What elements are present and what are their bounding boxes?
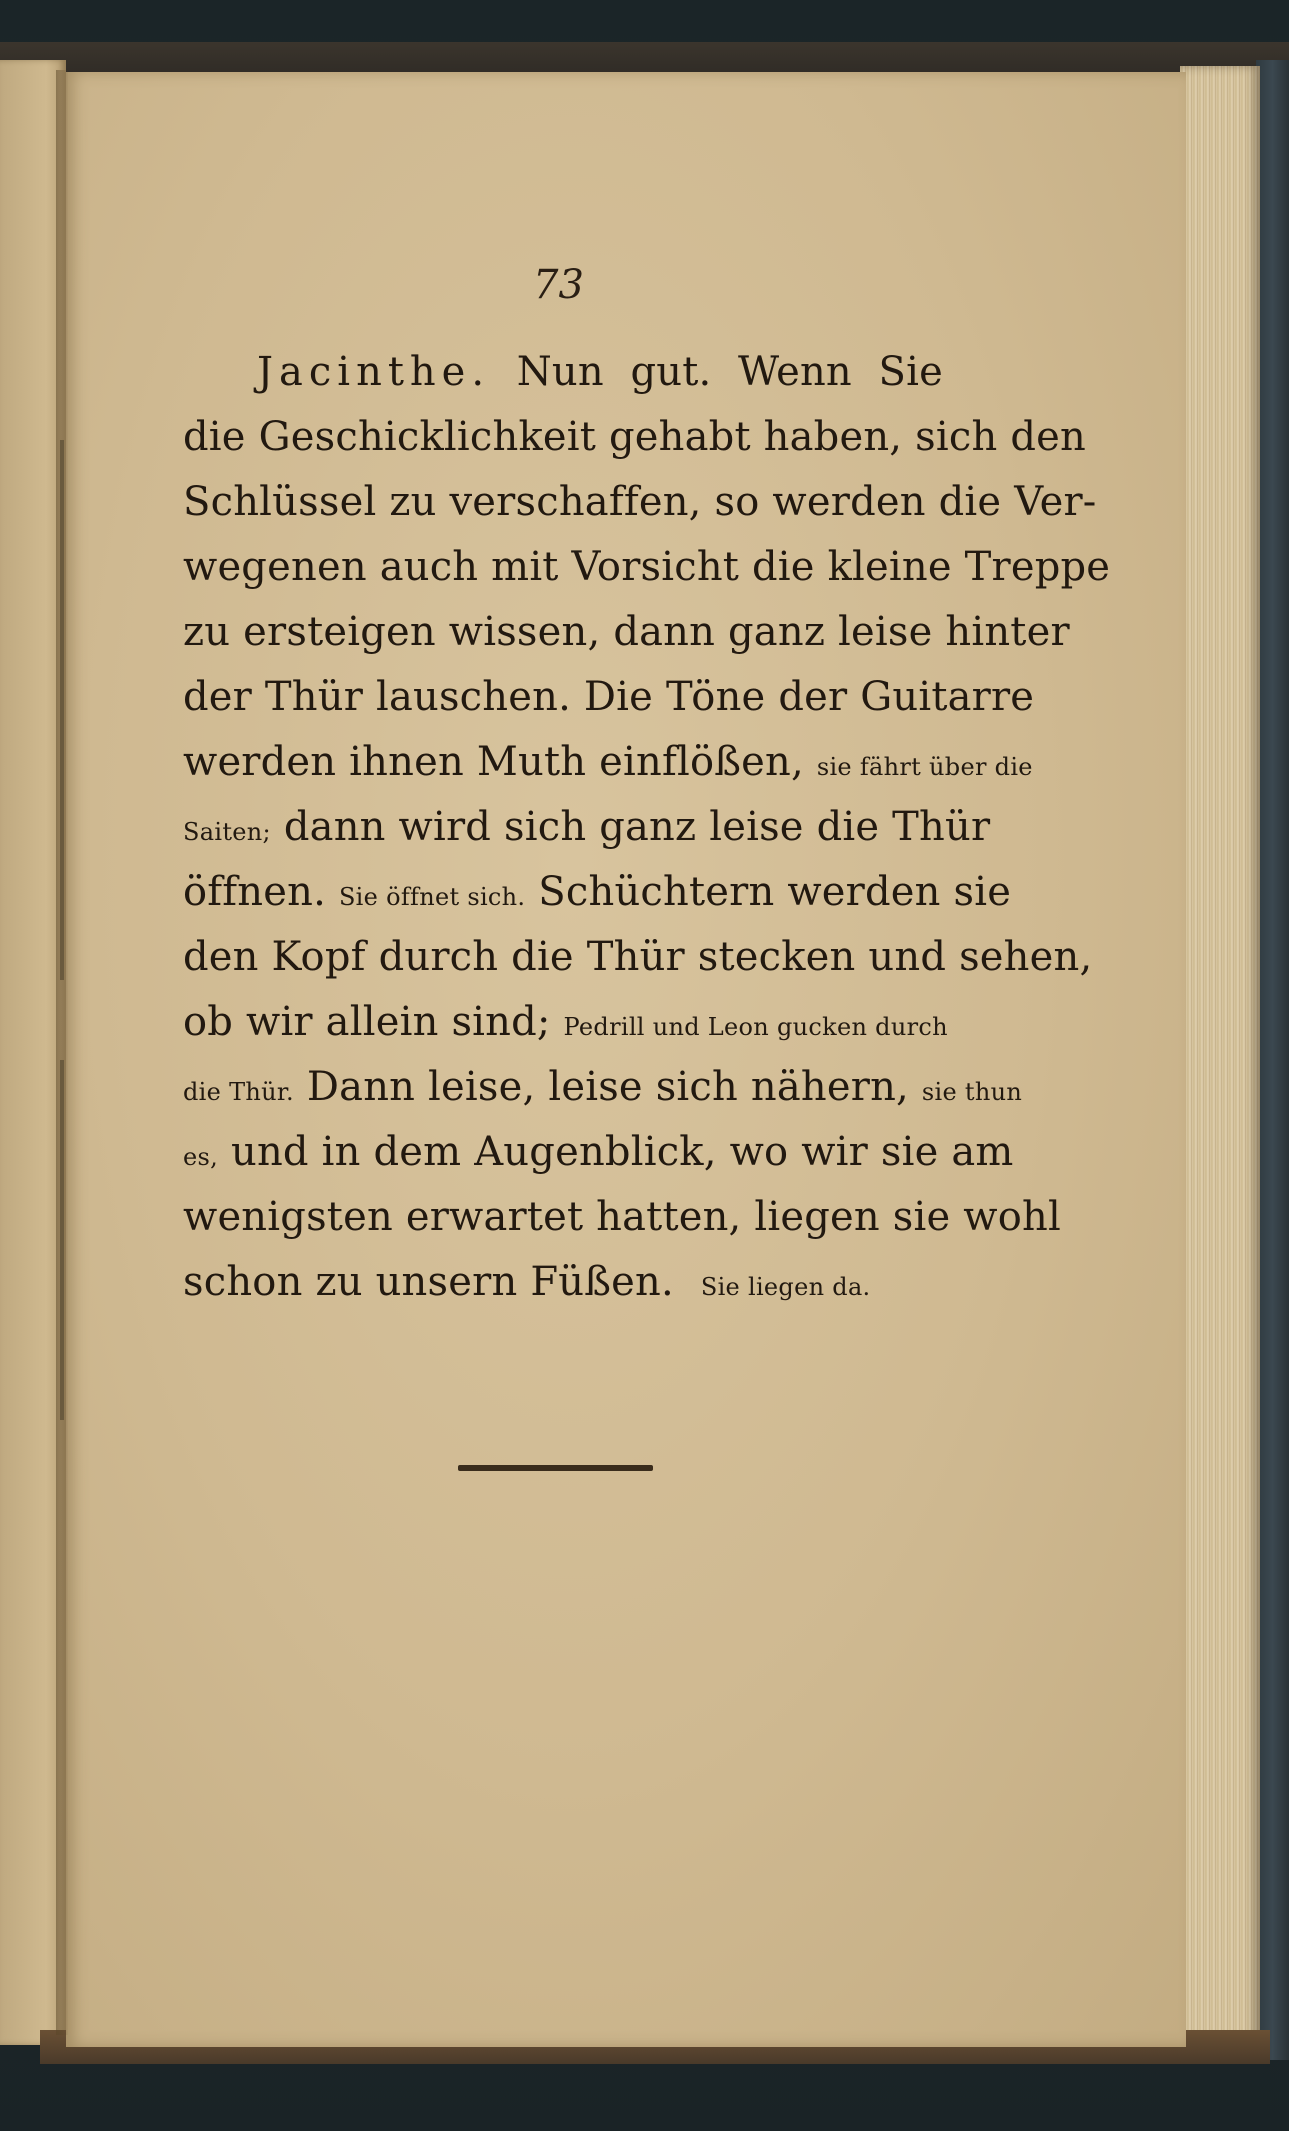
stage-direction: die Thür. — [183, 1078, 294, 1106]
speech-text: werden ihnen Muth einflößen, — [183, 739, 804, 785]
text-line — [183, 730, 1033, 795]
book-spine — [1256, 60, 1289, 2060]
speech-text: Schüchtern werden sie — [538, 869, 1012, 915]
text-line — [183, 1120, 1014, 1185]
text-line: zu ersteigen wissen, dann ganz leise hinter — [183, 609, 1070, 655]
gutter-mark — [60, 440, 64, 980]
speech-text: dann wird sich ganz leise die Thür — [283, 804, 991, 850]
text-line — [183, 990, 948, 1055]
stage-direction: Sie liegen da. — [700, 1273, 871, 1301]
speech-text: Dann leise, leise sich nähern, — [306, 1064, 909, 1110]
page-number: 73 — [533, 262, 584, 308]
text-line: den Kopf durch die Thür stecken und sehen, — [183, 934, 1093, 980]
stage-direction: sie thun — [921, 1078, 1023, 1106]
speech-text: öffnen. — [183, 869, 327, 915]
speech-text: und in dem Augenblick, wo wir sie am — [230, 1129, 1014, 1175]
text-line — [183, 1250, 943, 1315]
speech-text: ob wir allein sind; — [183, 999, 551, 1045]
stage-direction: Pedrill und Leon gucken durch — [563, 1013, 948, 1041]
section-divider-rule — [458, 1465, 653, 1471]
text-line: wegenen auch mit Vorsicht die kleine Treppe — [183, 544, 1111, 590]
speech-text: Nun gut. Wenn Sie — [516, 349, 943, 395]
text-line: Schlüssel zu verschaffen, so werden die Ver- — [183, 479, 1097, 525]
text-line: die Geschicklichkeit gehabt haben, sich den — [183, 414, 1086, 460]
text-line: der Thür lauschen. Die Töne der Guitarre — [183, 674, 1035, 720]
page-block-edges — [1180, 66, 1260, 2056]
body-text — [183, 340, 1111, 1315]
stage-direction: sie fährt über die — [816, 753, 1033, 781]
text-line: wenigsten erwartet hatten, liegen sie wohl — [183, 1194, 1061, 1240]
text-line — [183, 340, 943, 405]
page-gutter — [56, 70, 68, 2035]
gutter-mark — [60, 1060, 64, 1420]
speaker-name: Jacinthe. — [257, 349, 491, 395]
text-line — [183, 795, 991, 860]
text-line — [183, 860, 1012, 925]
stage-direction: Sie öffnet sich. — [338, 883, 526, 911]
stage-direction: es, — [183, 1143, 219, 1171]
speech-text: schon zu unsern Füßen. — [183, 1259, 674, 1305]
text-line — [183, 1055, 1023, 1120]
stage-direction: Saiten; — [183, 818, 271, 846]
